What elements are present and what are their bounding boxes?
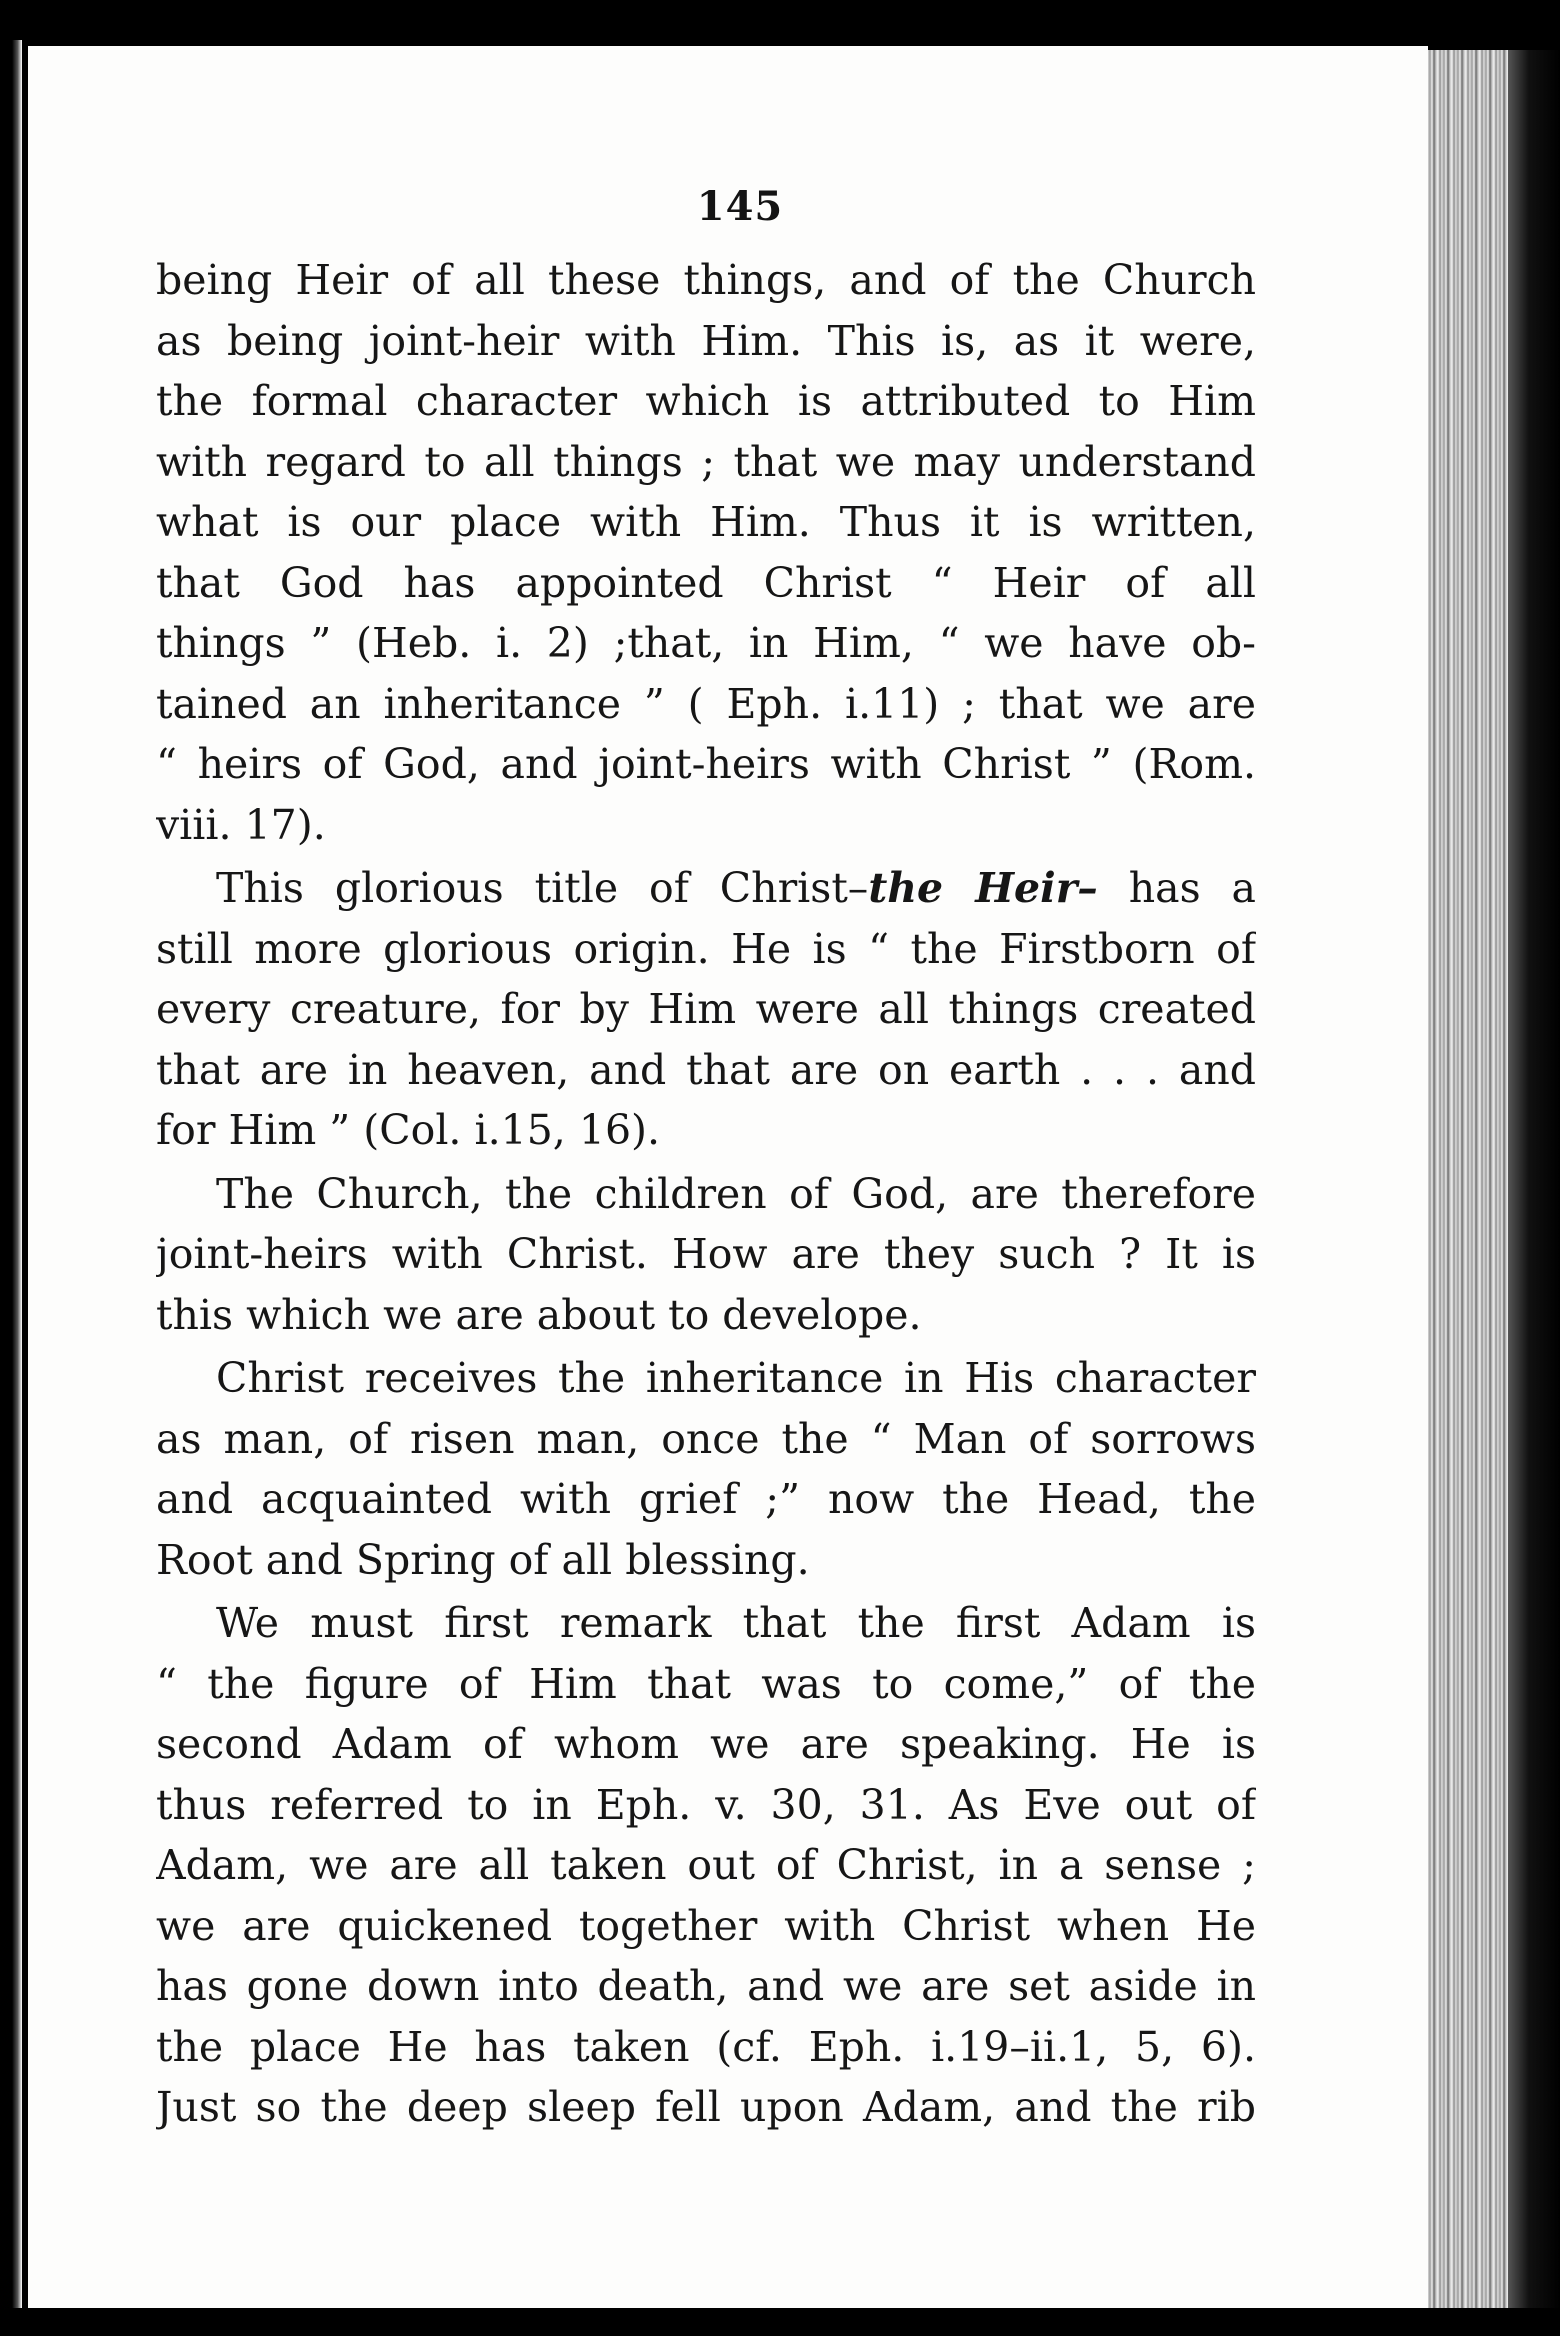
text-line: every creature, for by Him were all things created [156,985,1256,1033]
text-line: has gone down into death, and we are set aside in [156,1962,1256,2010]
text-line: Just so the deep sleep fell upon Adam, and the rib [156,2083,1256,2131]
text-line: for Him ” (Col. i.15, 16). [156,1106,661,1154]
text-run: has a [1097,864,1256,912]
text-line: thus referred to in Eph. v. 30, 31. As Eve out of [156,1780,1256,1829]
text-line [156,858,1256,919]
text-line: “ the figure of Him that was to come,” of the [156,1659,1256,1708]
text-line: the place He has taken (cf. Eph. i.19–ii.1, 5, 6). [156,2022,1256,2071]
text-line: what is our place with Him. Thus it is written, [156,498,1256,546]
text-line: the formal character which is attributed to Him [156,377,1256,425]
page-stack-shadow [1508,50,1560,2336]
text-line: We must first remark that the first Adam is [216,1599,1256,1647]
text-line: second Adam of whom we are speaking. He is [156,1720,1256,1768]
facing-page-edge [0,40,22,2336]
text-line: things ” (Heb. i. 2) ;that, in Him, “ we have ob- [156,619,1256,667]
text-line: Adam, we are all taken out of Christ, in a sense ; [156,1841,1256,1889]
scan-border-bottom [0,2308,1560,2336]
text-line: still more glorious origin. He is “ the Firstborn of [156,924,1256,973]
text-line: that are in heaven, and that are on earth . . . and [156,1045,1256,1094]
text-line: tained an inheritance ” ( Eph. i.11) ; that we are [156,679,1256,728]
text-line: with regard to all things ; that we may understand [156,437,1256,486]
scan-border-top [0,0,1560,50]
text-line: this which we are about to develope. [156,1290,922,1339]
text-line: viii. 17). [156,800,326,849]
text-line: that God has appointed Christ “ Heir of all [156,558,1256,607]
text-run: This glorious title of Christ– [216,864,869,912]
text-line: as man, of risen man, once the “ Man of sorrows [156,1414,1256,1463]
text-line: and acquainted with grief ;” now the Head, the [156,1475,1256,1523]
body-text [156,250,1256,2138]
page-stack-edges [1428,50,1508,2308]
text-line: joint-heirs with Christ. How are they such ? It is [156,1230,1256,1278]
emphasis-the-heir: the Heir– [868,864,1098,912]
text-line: The Church, the children of God, are therefore [216,1169,1256,1218]
text-line: being Heir of all these things, and of the Church [156,256,1256,304]
text-line: as being joint-heir with Him. This is, as it were, [156,316,1256,365]
text-line: “ heirs of God, and joint-heirs with Christ ” (Rom. [156,740,1256,788]
text-line: Root and Spring of all blessing. [156,1535,810,1584]
text-line: Christ receives the inheritance in His character [216,1354,1256,1402]
text-line: we are quickened together with Christ when He [156,1901,1256,1950]
page-number: 145 [696,183,784,230]
